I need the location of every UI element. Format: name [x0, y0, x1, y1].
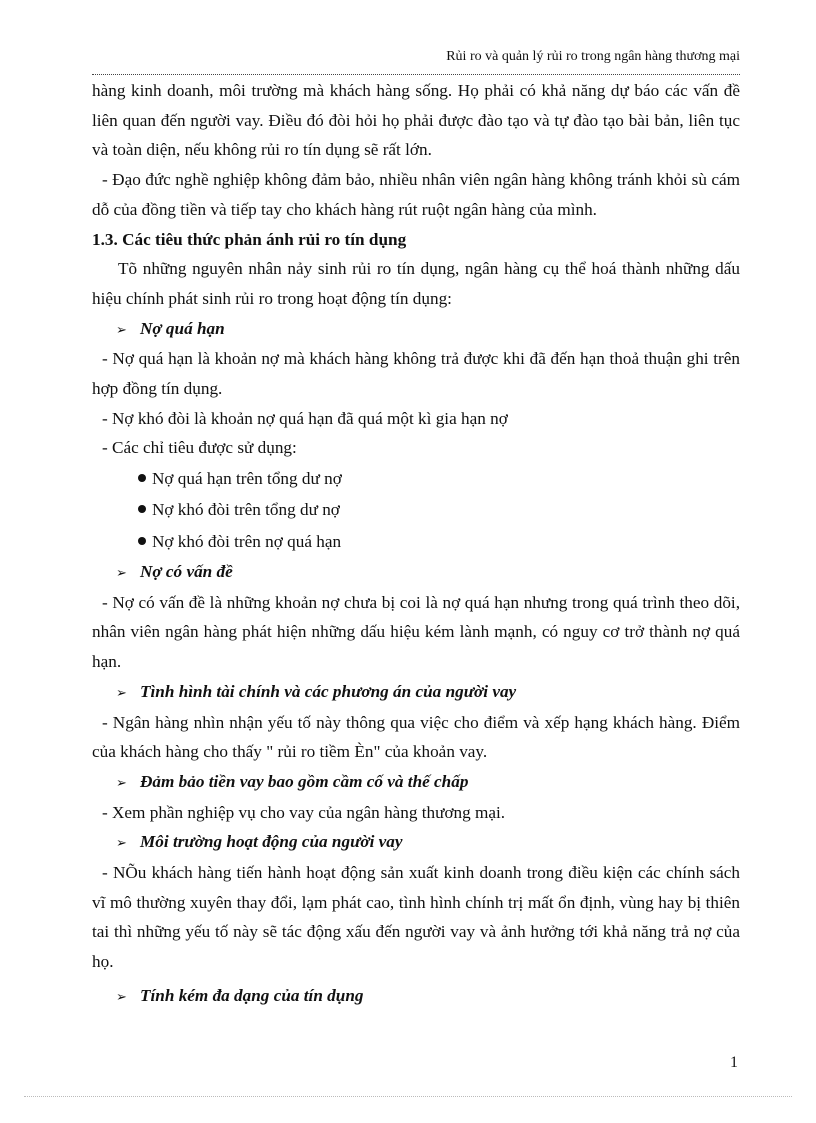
arrow-bullet-icon: ➢ [116, 565, 127, 581]
arrow-bullet-icon: ➢ [116, 684, 127, 700]
paragraph-10: - NÕu khách hàng tiến hành hoạt động sản xuất kinh doanh trong điều kiện các chính sách vĩ mô thường xuyên thay đổi, lạm phát cao, tình hình chính trị mất ổn định, vùng hay bị thiên tai thì những yếu tố này sẽ tác động xấu đến người vay và ảnh hưởng tới khả năng trả nợ của họ. [92, 863, 740, 972]
arrow-bullet-icon: ➢ [116, 321, 127, 337]
paragraph-1: hàng kinh doanh, môi trường mà khách hàng sống. Họ phải có khả năng dự báo các vấn đề liên quan đến người vay. Điều đó đòi hỏi họ phải được đào tạo và tự đào tạo bài bản, liên tục và toàn diện, nếu không rủi ro tín dụng sẽ rất lớn. [92, 81, 740, 160]
paragraph-6: - Các chỉ tiêu được sử dụng: [102, 438, 297, 458]
paragraph-2: - Đạo đức nghề nghiệp không đảm bảo, nhiều nhân viên ngân hàng không tránh khỏi sù cám dỗ của đồng tiền và tiếp tay cho khách hàng rút ruột ngân hàng của mình. [92, 170, 740, 219]
arrow-bullet-icon: ➢ [116, 835, 127, 851]
bullet-dot-icon [138, 474, 146, 482]
subheading-financial-situation [92, 677, 740, 708]
subheading-text: Môi trường hoạt động của người vay [140, 832, 403, 852]
list-item-text: Nợ khó đòi trên tổng dư nợ [152, 500, 340, 520]
subheading-text: Tình hình tài chính và các phương án của người vay [140, 681, 517, 701]
section-heading: 1.3. Các tiêu thức phản ánh rủi ro tín dụng [92, 229, 407, 249]
list-item [92, 526, 740, 557]
arrow-bullet-icon: ➢ [116, 988, 127, 1004]
paragraph-3: Tõ những nguyên nhân nảy sinh rủi ro tín dụng, ngân hàng cụ thể hoá thành những dấu hiệu chính phát sinh rủi ro trong hoạt động tín dụng: [92, 259, 740, 308]
subheading-overdue-debt [92, 314, 740, 345]
list-item [92, 494, 740, 525]
subheading-text: Nợ quá hạn [140, 318, 225, 338]
bullet-dot-icon [138, 537, 146, 545]
subheading-text: Tính kém đa dạng của tín dụng [140, 985, 364, 1005]
subheading-text: Đảm bảo tiền vay bao gồm cầm cố và thế chấp [140, 771, 469, 791]
paragraph-7: - Nợ có vấn đề là những khoản nợ chưa bị coi là nợ quá hạn nhưng trong quá trình theo dõi, nhân viên ngân hàng phát hiện những dấu hiệu kém lành mạnh, có nguy cơ trở thành nợ quá hạn. [92, 592, 740, 672]
list-item [92, 463, 740, 494]
subheading-diversity [92, 981, 740, 1012]
paragraph-5: - Nợ khó đòi là khoản nợ quá hạn đã quá một kì gia hạn nợ [102, 408, 508, 428]
paragraph-4: - Nợ quá hạn là khoản nợ mà khách hàng không trả được khi đã đến hạn thoả thuận ghi trên hợp đồng tín dụng. [92, 349, 740, 399]
bullet-dot-icon [138, 505, 146, 513]
subheading-text: Nợ có vấn đề [140, 562, 233, 582]
paragraph-9: - Xem phần nghiệp vụ cho vay của ngân hàng thương mại. [102, 802, 506, 822]
running-title: Rủi ro và quản lý rủi ro trong ngân hàng thương mại [446, 49, 740, 64]
page-number: 1 [730, 1054, 738, 1071]
subheading-environment [92, 827, 740, 858]
list-item-text: Nợ khó đòi trên nợ quá hạn [152, 531, 342, 551]
page-body [92, 76, 740, 1012]
list-item-text: Nợ quá hạn trên tổng dư nợ [152, 469, 342, 489]
arrow-bullet-icon: ➢ [116, 774, 127, 790]
paragraph-8: - Ngân hàng nhìn nhận yếu tố này thông qua việc cho điểm và xếp hạng khách hàng. Điểm của khách hàng cho thấy " rủi ro tiềm Èn" của khoản vay. [92, 712, 740, 762]
indicator-list [92, 463, 740, 557]
subheading-problem-debt [92, 557, 740, 588]
running-header [92, 46, 740, 75]
subheading-collateral [92, 767, 740, 798]
footer-divider [24, 1096, 792, 1097]
